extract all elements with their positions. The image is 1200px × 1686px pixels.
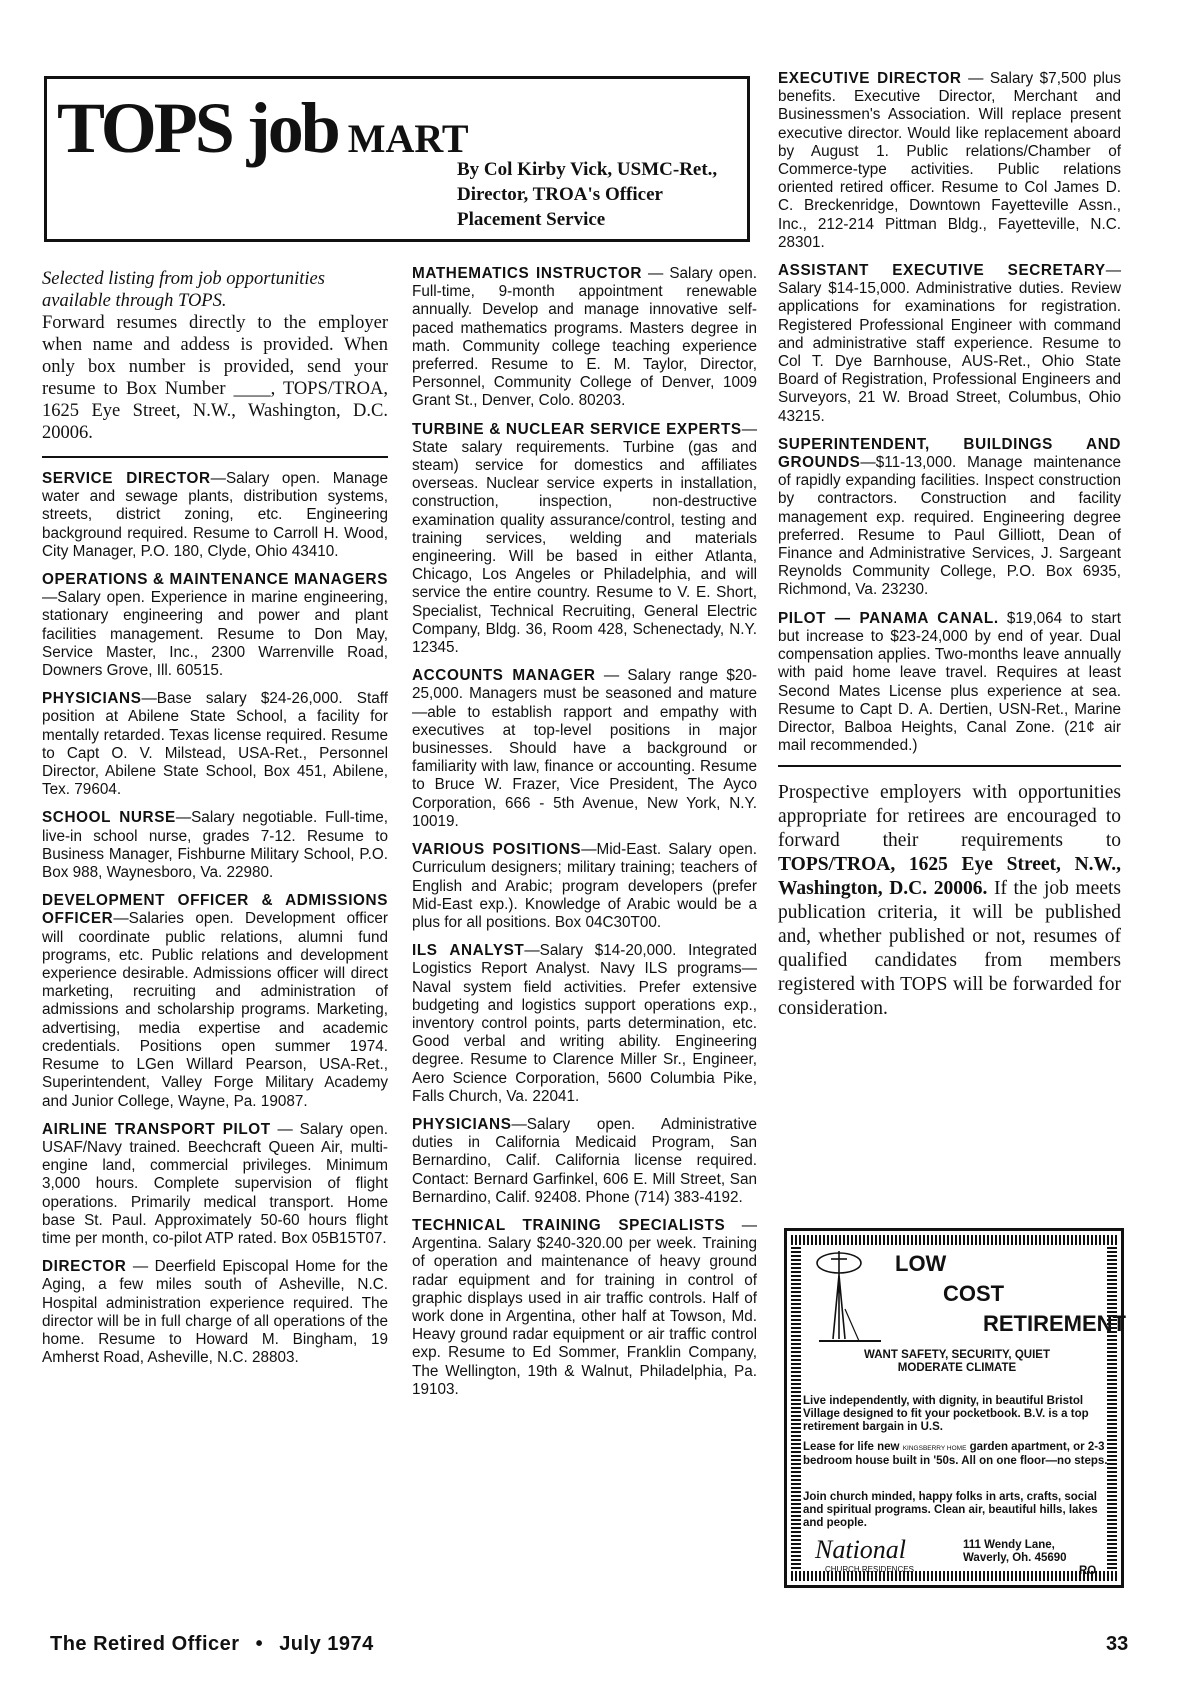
job-description: Salaries open. Development officer will coordinate public relations, alumni fund programs, etc. Public relations and development experience desirable. Admissions officer will direct marketing, recruiting and administration of admissions and scholarship programs. Marketing, advertising, media expertise and academic credentials. Positions open summer 1974. Resume to LGen Willard Pearson, USA-Ret., Superintendent, Valley Forge Military Academy and Junior College, Wayne, Pa. 19087.: [42, 910, 388, 1110]
job-listing: [412, 1116, 757, 1207]
job-title-separator: —: [741, 420, 757, 438]
job-title: PHYSICIANS: [42, 690, 142, 708]
church-spire-icon: [811, 1249, 891, 1349]
job-description: $11-13,000. Manage maintenance of rapidly expanding facilities. Inspect construction by contractors. Construction and facility management exp. required. Engineering degree preferred. Resume to Paul Gilliott, Dean of Finance and Administrative Services, J. Sargeant Reynolds Community College, P.O. Box 6935, Richmond, Va. 23230.: [778, 454, 1121, 599]
job-description: Salary open. Manage water and sewage plants, distribution systems, streets, district zoning, etc. Engineering background required. Resume to Carroll H. Wood, City Manager, P.O. 180, Clyde, Ohio 43410.: [42, 470, 388, 560]
job-listing: [778, 610, 1121, 756]
job-title: EXECUTIVE DIRECTOR: [778, 70, 962, 87]
employer-notice: [778, 781, 1121, 1021]
job-listing: [778, 436, 1121, 600]
job-listing: [42, 809, 388, 882]
job-description: Argentina. Salary $240-320.00 per week. Training of operation and maintenance of heavy ground radar equipment and for training in control of graphic displays used in air traffic controls. Half of work done in Argentina, other half at Towson, Md. Heavy ground radar equipment or air traffic control exp. Resume to Ed Sommer, Franklin Company, The Wellington, 19th & Walnut, Philadelphia, Pa. 19103.: [412, 1235, 757, 1398]
employer-notice-text-end: If the job meets publication criteria, it will be published and, whether published or not, resumes of qualified candidates from members registered with TOPS will be forwarded for consideration.: [778, 878, 1121, 1020]
job-description: Salary $7,500 plus benefits. Executive Director, Merchant and Businessmen's Association. Will replace present executive director. Would like replacement aboard by August 1. Public relations/Chamber of Commerce-type activities. Public relations oriented retired officer. Resume to Col James D. C. Breckenridge, Downtown Fayetteville Assn., Inc., 212-214 Pittman Bldg., Fayetteville, N.C. 28301.: [778, 70, 1122, 251]
ad-address-line-1: 111 Wendy Lane,: [963, 1539, 1055, 1551]
job-title-separator: —: [126, 1258, 155, 1276]
job-title-separator: —: [511, 1115, 527, 1133]
job-title: PHYSICIANS: [412, 1115, 512, 1133]
job-title: ASSISTANT EXECUTIVE SECRETARY: [778, 262, 1106, 280]
employer-notice-address: TOPS/TROA, 1625 Eye Street, N.W., Washington, D.C. 20006.: [778, 854, 1121, 900]
job-description: State salary requirements. Turbine (gas and steam) service for domestics and affiliates overseas. Nuclear service experts in installation, construction, inspection, non-destructive examination quality assurance/control, testing and training services, welding and materials engineering. Will be based in either Atlanta, Chicago, Los Angeles or Philadelphia, and will service the entire country. Resume to V. E. Short, Specialist, Technical Recruiting, General Electric Company, Bldg. 36, Room 428, Schenectady, N.Y. 12345.: [412, 438, 757, 657]
job-title-separator: —: [860, 454, 876, 472]
ad-border-top: [791, 1235, 1117, 1245]
column-1-listings: [42, 470, 388, 1367]
ad-headline-retirement: RETIREMENT: [983, 1311, 1126, 1336]
job-title-separator: —: [42, 589, 58, 607]
job-listing: [42, 1121, 388, 1248]
job-listing: [42, 470, 388, 561]
employer-notice-text: Prospective employers with opportunities appropriate for retirees are encouraged to forward their requirements to: [778, 782, 1121, 852]
job-title: TURBINE & NUCLEAR SERVICE EXPERTS: [412, 420, 742, 438]
job-title: TECHNICAL TRAINING SPECIALISTS: [412, 1216, 726, 1234]
job-title: ACCOUNTS MANAGER: [412, 667, 596, 685]
job-description: Salary $14-15,000. Administrative duties. Review applications for examinations for registration. Registered Professional Engineer with command and administrative staff experience. Resume to Col T. Dye Barnhouse, AUS-Ret., Ohio State Board of Registration, Professional Engineers and Surveyors, 21 W. Broad Street, Columbus, Ohio 43215.: [778, 280, 1121, 425]
section-divider: [778, 765, 1121, 767]
ad-paragraph-2-end: garden apartment, or 2-3 bedroom house built in '50s. All on one floor—no steps.: [803, 1441, 1108, 1467]
job-description: Salary range $20-25,000. Managers must be seasoned and mature—able to establish rapport and empathy with executives at top-level positions in major businesses. Should have a background or familiarity with law, finance or accounting. Resume to Bruce W. Frazer, Vice President, The Ayco Corporation, 666 - 5th Avenue, New York, N.Y. 10019.: [412, 667, 758, 830]
national-logo: National: [815, 1535, 907, 1564]
job-title: VARIOUS POSITIONS: [412, 841, 582, 859]
intro-italic: Selected listing from job opportunities available through TOPS.: [42, 269, 325, 311]
tops-job-mart-logo: [57, 87, 469, 170]
job-listing: [412, 1217, 757, 1399]
byline-line-3: Placement Service: [457, 209, 606, 230]
job-title-separator: [999, 610, 1007, 627]
publication-date: July 1974: [279, 1633, 374, 1655]
byline-line-2: Director, TROA's Officer: [457, 184, 663, 205]
job-description: Salary open. Full-time, 9-month appointment renewable annually. Develop and manage innovative self-paced mathematics programs. Masters degree in math. Community college teaching experience preferred. Resume to E. M. Taylor, Director, Personnel, Community College of Denver, 1009 Grant St., Denver, Colo. 80203.: [412, 265, 758, 410]
job-description: Salary negotiable. Full-time, live-in school nurse, grades 7-12. Resume to Business Manager, Fishburne Military School, P.O. Box 988, Waynesboro, Va. 22980.: [42, 809, 388, 882]
ad-tagline: [803, 1349, 1111, 1375]
column-3-listings: [778, 70, 1121, 755]
logo-main: TOPS job: [57, 88, 338, 168]
ad-paragraph-3: Join church minded, happy folks in arts, crafts, social and spiritual programs. Clean air, beautiful hills, lakes and people.: [803, 1491, 1098, 1529]
ad-border-left: [791, 1247, 801, 1569]
job-description: Salary open. Experience in marine engineering, stationary engineering and power and plant facilities management. Resume to Don May, Service Master, Inc., 2300 Warrenville Road, Downers Grove, Ill. 60515.: [42, 589, 388, 680]
job-title-separator: —: [595, 667, 628, 685]
national-logo-subtitle: CHURCH RESIDENCES: [825, 1565, 914, 1574]
job-title: OPERATIONS & MAINTENANCE MANAGERS: [42, 571, 388, 589]
footer-bullet: •: [255, 1633, 264, 1655]
kingsberry-home-logo: KINGSBERRY HOME: [902, 1445, 967, 1452]
column-1: [42, 268, 388, 1377]
job-listing: [778, 70, 1121, 252]
job-listing: [778, 262, 1121, 426]
section-divider: [42, 456, 388, 458]
job-title: DEVELOPMENT OFFICER & ADMISSIONS OFFICER: [42, 892, 388, 928]
job-title-separator: —: [641, 265, 670, 282]
job-description: Base salary $24-26,000. Staff position at Abilene State School, a facility for mentally retarded. Texas license required. Resume to Capt O. V. Milstead, USA-Ret., Personnel Director, Abilene State School, Box 451, Abilene, Tex. 79604.: [42, 690, 388, 799]
byline-line-1: By Col Kirby Vick, USMC-Ret.,: [457, 159, 718, 180]
job-title: SERVICE DIRECTOR: [42, 470, 211, 487]
footer-publication: [50, 1633, 374, 1656]
job-title: DIRECTOR: [42, 1258, 127, 1276]
job-listing: [412, 841, 757, 932]
job-title-separator: —: [141, 690, 157, 708]
job-title: MATHEMATICS INSTRUCTOR: [412, 265, 642, 282]
job-listing: [42, 571, 388, 680]
intro-body: Forward resumes directly to the employer when name and addess is provided. When only box number is provided, send your resume to Box Number ____, TOPS/TROA, 1625 Eye Street, N.W., Washington, D.C. 20006.: [42, 313, 388, 443]
column-2-listings: [412, 265, 757, 1399]
job-title-separator: —: [175, 809, 192, 827]
job-listing: [412, 942, 757, 1106]
page-number: 33: [1106, 1633, 1129, 1655]
ad-address: [963, 1539, 1067, 1565]
ad-tagline-2: MODERATE CLIMATE: [897, 1362, 1017, 1374]
job-description: $19,064 to start but increase to $23-24,000 by end of year. Dual compensation applies. Two-months leave annually with paid home leave travel. Requires at least Second Mates License plus experience at sea. Resume to Capt D. A. Dertien, USN-Ret., Marine Director, Balboa Heights, Canal Zone. (21¢ air mail recommended.): [778, 609, 1121, 755]
job-title-separator: —: [270, 1120, 300, 1138]
header-box: [44, 76, 750, 242]
job-listing: [412, 265, 757, 411]
ad-paragraph-2-start: Lease for life new: [803, 1441, 900, 1453]
retirement-advertisement: [784, 1228, 1124, 1588]
job-description: Salary open. Administrative duties in California Medicaid Program, San Bernardino, Calif. California license required. Contact: Bernard Garfinkel, 606 E. Mill Street, San Bernardino, Calif. 92408. Phone (714) 383-4192.: [412, 1115, 757, 1206]
job-title-separator: —: [725, 1216, 758, 1234]
ad-content: [803, 1245, 1126, 1577]
column-2: [412, 265, 757, 1409]
ad-paragraph-2: [803, 1441, 1111, 1468]
job-title-separator: —: [961, 70, 990, 87]
job-title-separator: —: [1105, 262, 1121, 280]
job-listing: [42, 690, 388, 799]
job-title: SUPERINTENDENT, BUILDINGS AND GROUNDS: [778, 435, 1121, 472]
ad-address-line-2: Waverly, Oh. 45690: [963, 1552, 1067, 1564]
job-title: SCHOOL NURSE: [42, 809, 176, 827]
job-description: Mid-East. Salary open. Curriculum designers; military training; teachers of English and Arabic; program developers (prefer Mid-East exp.). Knowledge of Arabic would be a plus for all positions. Box 04C30T00.: [412, 841, 757, 931]
job-title: PILOT — PANAMA CANAL.: [778, 609, 999, 627]
ad-headline-low: LOW: [895, 1251, 947, 1276]
job-title: ILS ANALYST: [412, 942, 525, 960]
publication-name: The Retired Officer: [50, 1633, 240, 1655]
job-title-separator: —: [581, 841, 597, 859]
job-title: AIRLINE TRANSPORT PILOT: [42, 1120, 271, 1138]
ad-code: RO: [1079, 1565, 1097, 1577]
job-listing: [412, 421, 757, 658]
column-3: [778, 70, 1121, 1021]
job-listing: [42, 892, 388, 1110]
ad-tagline-1: WANT SAFETY, SECURITY, QUIET: [864, 1349, 1050, 1361]
byline: [457, 157, 717, 232]
ad-paragraph-1: Live independently, with dignity, in beautiful Bristol Village designed to fit your pocketbook. B.V. is a top retirement bargain in U.S.: [803, 1395, 1089, 1433]
job-listing: [412, 667, 757, 831]
job-description: Salary $14-20,000. Integrated Logistics Report Analyst. Navy ILS programs—Naval system field activities. Prefer extensive budgeting and logistics support operations exp., inventory control points, parts determination, etc. Good verbal and writing ability. Engineering degree. Resume to Clarence Miller Sr., Engineer, Aero Science Corporation, 5600 Columbia Pike, Falls Church, Va. 22041.: [412, 942, 757, 1105]
job-title-separator: —: [524, 942, 540, 960]
job-title-separator: —: [113, 910, 129, 928]
job-description: Deerfield Episcopal Home for the Aging, a few miles south of Asheville, N.C. Hospital administration experience required. The director will be in full charge of all operations of the home. Resume to Howard M. Bingham, 19 Amherst Road, Asheville, N.C. 28803.: [42, 1258, 388, 1367]
job-description: Salary open. USAF/Navy trained. Beechcraft Queen Air, multi-engine land, commercial privileges. Minimum 3,000 hours. Complete supervision of flight operations. Primarily medical transport. Home base St. Paul. Approximately 50-60 hours flight time per month, co-pilot ATP rated. Box 05B15T07.: [42, 1120, 389, 1247]
job-listing: [42, 1258, 388, 1367]
logo-mart: MART: [337, 116, 469, 161]
job-title-separator: —: [210, 470, 226, 487]
ad-headline-cost: COST: [943, 1281, 1005, 1306]
